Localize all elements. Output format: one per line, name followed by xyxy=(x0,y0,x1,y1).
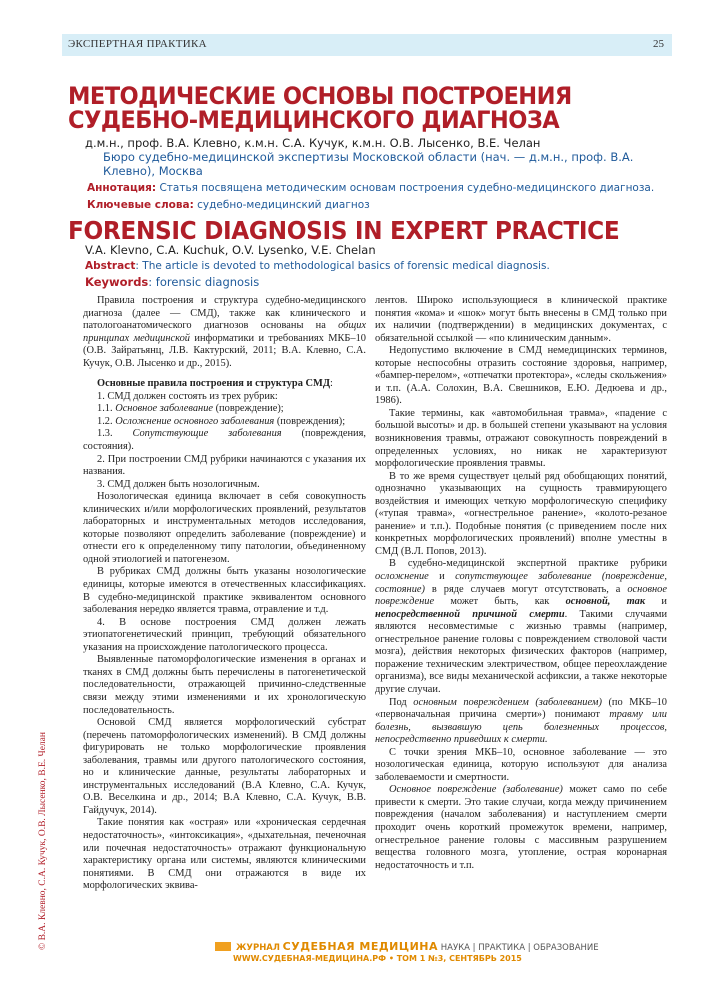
section-heading: Основные правила построения и структура СМД: xyxy=(97,378,333,390)
running-header xyxy=(62,34,672,56)
title-line-2: СУДЕБНО-МЕДИЦИНСКОГО ДИАГНОЗА xyxy=(68,106,560,134)
journal-name: СУДЕБНАЯ МЕДИЦИНА xyxy=(282,940,439,953)
footer-issue: WWW.СУДЕБНАЯ-МЕДИЦИНА.РФ • ТОМ 1 №3, СЕНТЯБРЬ 2015 xyxy=(233,954,522,963)
footer-journal: ЖУРНАЛ СУДЕБНАЯ МЕДИЦИНА НАУКА | ПРАКТИКА | ОБРАЗОВАНИЕ xyxy=(236,940,599,953)
title-line-1: МЕТОДИЧЕСКИЕ ОСНОВЫ ПОСТРОЕНИЯ xyxy=(68,82,572,110)
english-keywords-label: Keywords xyxy=(85,275,149,289)
english-keywords-text: : forensic diagnosis xyxy=(148,275,260,289)
keywords-text: судебно-медицинский диагноз xyxy=(197,199,370,211)
paragraph: В рубриках СМД должны быть указаны нозологические единицы, которые имеются в отечественных классификациях. В судебно-медицинской практике эквивалентом основного заболевания нередко является травма, отравление и т.д. xyxy=(83,566,366,616)
section-name: ЭКСПЕРТНАЯ ПРАКТИКА xyxy=(68,38,207,50)
list-item: 3. СМД должен быть нозологичным. xyxy=(97,478,260,490)
footer-accent-bar xyxy=(215,942,231,951)
english-title: FORENSIC DIAGNOSIS IN EXPERT PRACTICE xyxy=(68,216,620,245)
paragraph: Основой СМД является морфологический субстрат (перечень патоморфологических изменений). В СМД должны фигурировать не только морфологические проявления заболевания, травмы или другого патологического состояния, но и клинические данные, результаты лабораторных и инструментальных исследований (В.А Клевно, С.А. Кучук, О.В. Веселкина и др., 2014; В.А Клевно, С.А. Кучук, В.В. Гайдучук, 2014). xyxy=(83,717,366,816)
list-item: 2. При построении СМД рубрики начинаются с указания их названия. xyxy=(83,453,366,478)
english-abstract-text: : The article is devoted to methodological basics of forensic medical diagnosis. xyxy=(135,260,550,272)
authors: д.м.н., проф. В.А. Клевно, к.м.н. С.А. Кучук, к.м.н. О.В. Лысенко, В.Е. Челан xyxy=(85,136,541,150)
list-item: 1.1. Основное заболевание (повреждение); xyxy=(97,403,284,415)
article-title xyxy=(68,84,632,132)
paragraph: Такие термины, как «автомобильная травма», «падение с большой высоты» и др. в большей степени указывают на условия возникновения травмы, отражают совокупность повреждений в определенных условиях, но никак не характеризуют морфологические проявления травмы. xyxy=(375,407,667,470)
paragraph: Основное повреждение (заболевание) может само по себе привести к смерти. Это такие случаи, когда между причинением повреждения (началом заболевания) и наступлением смерти проходит очень короткий промежуток времени, например, огнестрельное ранение головы с массивным разрушением вещества головного мозга, утопление, острая коронарная недостаточность и т.п. xyxy=(375,784,667,871)
left-column xyxy=(83,295,366,893)
english-abstract-label: Abstract xyxy=(85,260,136,272)
paragraph: Выявленные патоморфологические изменения в органах и тканях в СМД должны быть перечислены в патогенетической последовательности, отражающей причинно-следственные связи между этими изменениями и их хронологическую последовательность. xyxy=(83,654,366,716)
annotation-label: Аннотация: xyxy=(87,182,157,194)
right-column xyxy=(375,295,667,872)
paragraph: В судебно-медицинской экспертной практике рубрики осложнение и сопутствующее заболевание (повреждение, состояние) в ряде случаев могут отсутствовать, а основное повреждение может быть, как основной, так и непосредственной причиной смерти. Такими случаями являются несовместимые с жизнью травмы (например, огнестрельное ранение головы с повреждением стволовой части мозга), действия некоторых физических факторов (например, поражение техническим электричеством, общее переохлаждение организма), все виды механической асфиксии, а также некоторые другие случаи. xyxy=(375,558,668,695)
english-abstract xyxy=(85,260,550,272)
affiliation: Бюро судебно-медицинской экспертизы Московской области (нач. — д.м.н., проф. В.А. Клевно), Москва xyxy=(103,150,634,178)
annotation xyxy=(87,182,654,194)
english-keywords xyxy=(85,275,259,289)
paragraph: 4. В основе построения СМД должен лежать этиопатогенетический принцип, требующий обязательного указания на происхождение патологического процесса. xyxy=(83,616,366,653)
list-item: 1. СМД должен состоять из трех рубрик: xyxy=(97,390,278,402)
list-item: 1.2. Осложнение основного заболевания (повреждения); xyxy=(97,415,346,427)
paragraph: Недопустимо включение в СМД немедицинских терминов, которые неспособны отразить состояние здоровья, например, «бампер-перелом», «отпечатки протектора», «следы скольжения» и т.п. (А.А. Солохин, В.А. Свешников, Е.Ю. Дедюева и др., 1986). xyxy=(375,345,667,407)
annotation-text: Статья посвящена методическим основам построения судебно-медицинского диагноза. xyxy=(159,182,655,194)
paragraph: Правила построения и структура судебно-медицинского диагноза (далее — СМД), также как клинического и патологоанатомического диагнозов основаны на общих принципах медицинской информатики и требованиях МКБ–10 (О.В. Зайратьянц, Л.В. Кактурский, 2011; В.А. Клевно, С.А. Кучук, О.В. Лысенко и др., 2015). xyxy=(83,295,366,369)
paragraph: Под основным повреждением (заболеванием) (по МКБ–10 «первоначальная причина смерти») понимают травму или болезнь, вызвавшую цепь болезненных процессов, непосредственно приведших к смерти. xyxy=(375,696,668,746)
keywords xyxy=(87,199,370,211)
journal-tagline: НАУКА | ПРАКТИКА | ОБРАЗОВАНИЕ xyxy=(440,943,599,953)
keywords-label: Ключевые слова: xyxy=(87,199,194,211)
paragraph: Нозологическая единица включает в себя совокупность клинических и/или морфологических проявлений, результатов лабораторных и инструментальных методов исследования, которые позволяют определить заболевание (повреждение) и отнести его к определенному типу патологии, объединенному одной этиологией и патогенезом. xyxy=(83,491,366,565)
side-copyright: © В.А. Клевно, С.А. Кучук, О.В. Лысенко, В.Е. Челан xyxy=(38,732,48,950)
paragraph: Такие понятия как «острая» или «хроническая сердечная недостаточность», «интоксикация», «дыхательная, печеночная или почечная недостаточность» отражают функциональную характеристику органа или системы, являются клиническими понятиями. В СМД они отражаются в виде их морфологических эквива- xyxy=(83,817,366,892)
list-item: 1.3. Сопутствующие заболевания (повреждения, состояния). xyxy=(83,428,366,453)
english-authors: V.A. Klevno, C.A. Kuchuk, O.V. Lysenko, V.E. Chelan xyxy=(85,243,376,257)
paragraph: лентов. Широко использующиеся в клинической практике понятия «кома» и «шок» могут быть внесены в СМД только при их наличии (подтверждении) в медицинских документах, с обязательной ссылкой — «по клиническим данным». xyxy=(375,295,667,344)
page-number: 25 xyxy=(653,38,664,50)
paragraph: В то же время существует целый ряд обобщающих понятий, однозначно указывающих на сущность травмирующего воздействия и имеющих четкую морфологическую специфику («тупая травма», «огнестрельное ранение», «колото-резаное ранение» и т.п.). Подобные понятия (с приведением после них конкретных морфологических проявлений) вполне уместны в СМД (В.Л. Попов, 2013). xyxy=(375,470,667,557)
paragraph: С точки зрения МКБ–10, основное заболевание — это нозологическая единица, которую используют для анализа заболеваемости и смертности. xyxy=(375,746,667,783)
